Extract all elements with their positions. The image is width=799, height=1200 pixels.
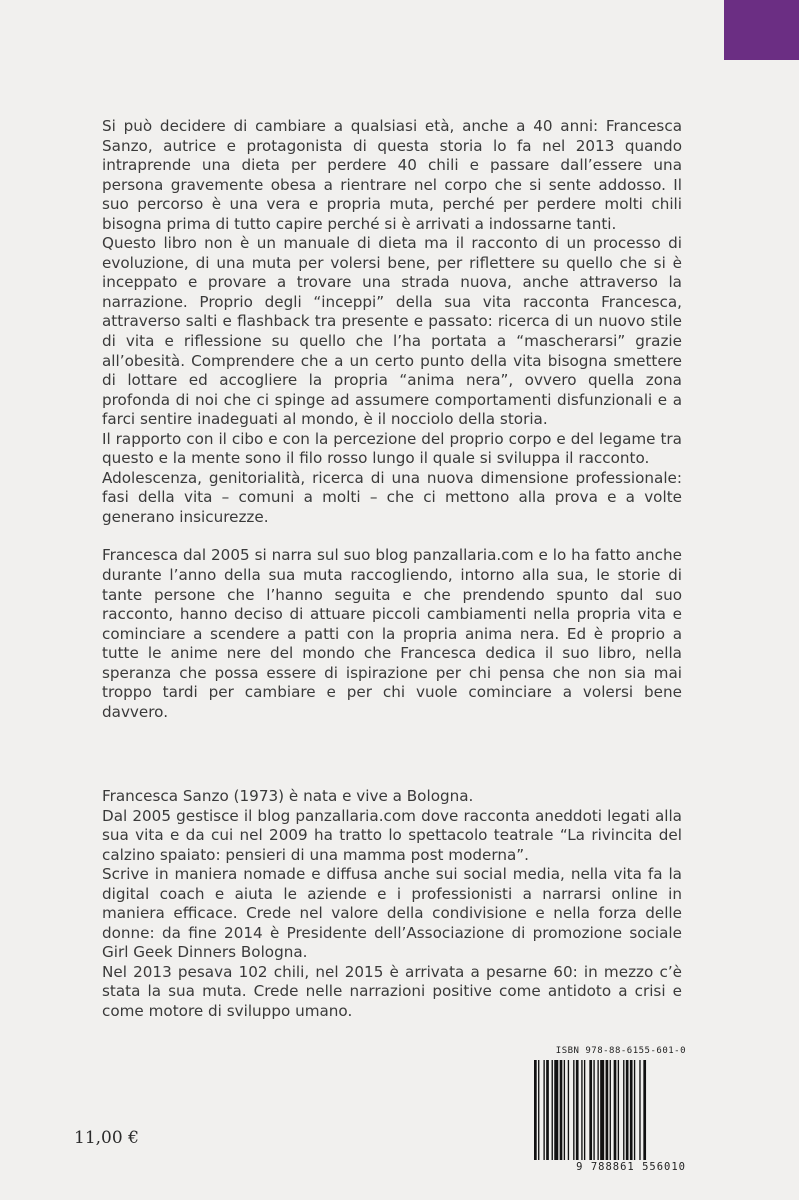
barcode-bar <box>643 1060 646 1160</box>
barcode-bar <box>634 1060 635 1160</box>
isbn-barcode <box>530 1046 686 1176</box>
barcode-bar <box>534 1060 537 1160</box>
back-cover-synopsis <box>102 117 682 722</box>
bio-paragraph: Francesca Sanzo (1973) è nata e vive a Bologna. <box>102 787 474 805</box>
synopsis-paragraph: Adolescenza, genitorialità, ricerca di una nuova dimensione professionale: fasi della vita – comuni a molti – che ci mettono alla prova e a volte generano insicurezze. <box>102 468 682 526</box>
bio-paragraph: Nel 2013 pesava 102 chili, nel 2015 è arrivata a pesarne 60: in mezzo c’è stata la sua muta. Crede nelle narrazioni positive come antidoto a crisi e come motore di sviluppo umano. <box>102 962 682 1021</box>
barcode-bar <box>593 1060 594 1160</box>
barcode-bar <box>614 1060 617 1160</box>
bio-paragraph: Scrive in maniera nomade e diffusa anche sui social media, nella vita fa la digital coach e aiuta le aziende e i professionisti a narrarsi online in maniera efficace. Crede nel valore della condivisione e nella forza delle donne: da fine 2014 è Presidente dell’Associazione di promozione sociale Girl Geek Dinners Bologna. <box>102 865 682 962</box>
barcode-bar <box>576 1060 579 1160</box>
bio-paragraph: Dal 2005 gestisce il blog panzallaria.com dove racconta aneddoti legati alla sua vita e da cui nel 2009 ha tratto lo spettacolo teatrale “La rivincita del calzino spaiato: pensieri di una mamma post moderna”. <box>102 806 682 864</box>
barcode-bar <box>573 1060 574 1160</box>
barcode-bar <box>543 1060 544 1160</box>
isbn-label: ISBN 978-88-6155-601-0 <box>555 1046 686 1056</box>
barcode-bar <box>623 1060 624 1160</box>
purple-accent-tab <box>724 0 799 60</box>
barcode-bar <box>639 1060 640 1160</box>
synopsis-paragraph: Il rapporto con il cibo e con la percezione del proprio corpo e del legame tra questo e la mente sono il filo rosso lungo il quale si sviluppa il racconto. <box>102 429 682 468</box>
barcode-bars <box>530 1060 686 1160</box>
barcode-bar <box>564 1060 565 1160</box>
barcode-bar <box>589 1060 592 1160</box>
barcode-digits: 9 788861 556010 <box>576 1161 686 1173</box>
barcode-bar <box>584 1060 585 1160</box>
barcode-bar <box>597 1060 598 1160</box>
barcode-bar <box>600 1060 604 1160</box>
barcode-bar <box>630 1060 633 1160</box>
barcode-bar <box>552 1060 553 1160</box>
barcode-bar <box>606 1060 609 1160</box>
barcode-bar <box>618 1060 619 1160</box>
barcode-bar <box>581 1060 582 1160</box>
barcode-bar <box>538 1060 539 1160</box>
barcode-bar <box>626 1060 629 1160</box>
author-bio <box>102 787 682 1022</box>
price-label: 11,00 € <box>74 1128 139 1148</box>
barcode-bar <box>554 1060 558 1160</box>
barcode-bar <box>568 1060 569 1160</box>
synopsis-paragraph: Francesca dal 2005 si narra sul suo blog panzallaria.com e lo ha fatto anche durante l’anno della sua muta raccogliendo, intorno alla sua, le storie di tante persone che l’hanno seguita e che prendendo spunto dal suo racconto, hanno deciso di attuare piccoli cambiamenti nella propria vita e cominciare a scendere a patti con la propria anima nera. Ed è proprio a tutte le anime nere del mondo che Francesca dedica il suo libro, nella speranza che possa essere di ispirazione per chi pensa che non sia mai troppo tardi per cambiare e per chi vuole cominciare a volersi bene davvero. <box>102 546 682 721</box>
synopsis-paragraph: Si può decidere di cambiare a qualsiasi età, anche a 40 anni: Francesca Sanzo, autrice e protagonista di questa storia lo fa nel 2013 quando intraprende una dieta per perdere 40 chili e passare dall’essere una persona gravemente obesa a rientrare nel corpo che si sente addosso. Il suo percorso è una vera e propria muta, perché per perdere molti chili bisogna prima di tutto capire perché si è arrivati a indossarne tanti. <box>102 117 682 233</box>
barcode-bar <box>610 1060 611 1160</box>
barcode-bar <box>560 1060 563 1160</box>
synopsis-paragraph: Questo libro non è un manuale di dieta ma il racconto di un processo di evoluzione, di una muta per volersi bene, per riflettere su quello che si è inceppato e provare a trovare una strada nuova, anche attraverso la narrazione. Proprio degli “inceppi” della sua vita racconta Francesca, attraverso salti e flashback tra presente e passato: ricerca di un nuovo stile di vita e riflessione su quello che l’ha portata a “mascherarsi” grazie all’obesità. Comprendere che a un certo punto della vita bisogna smettere di lottare ed accogliere la propria “anima nera”, ovvero quella zona profonda di noi che ci spinge ad assumere comportamenti disfunzionali e a farci sentire inadeguati al mondo, è il nocciolo della storia. <box>102 234 682 429</box>
barcode-bar <box>546 1060 549 1160</box>
